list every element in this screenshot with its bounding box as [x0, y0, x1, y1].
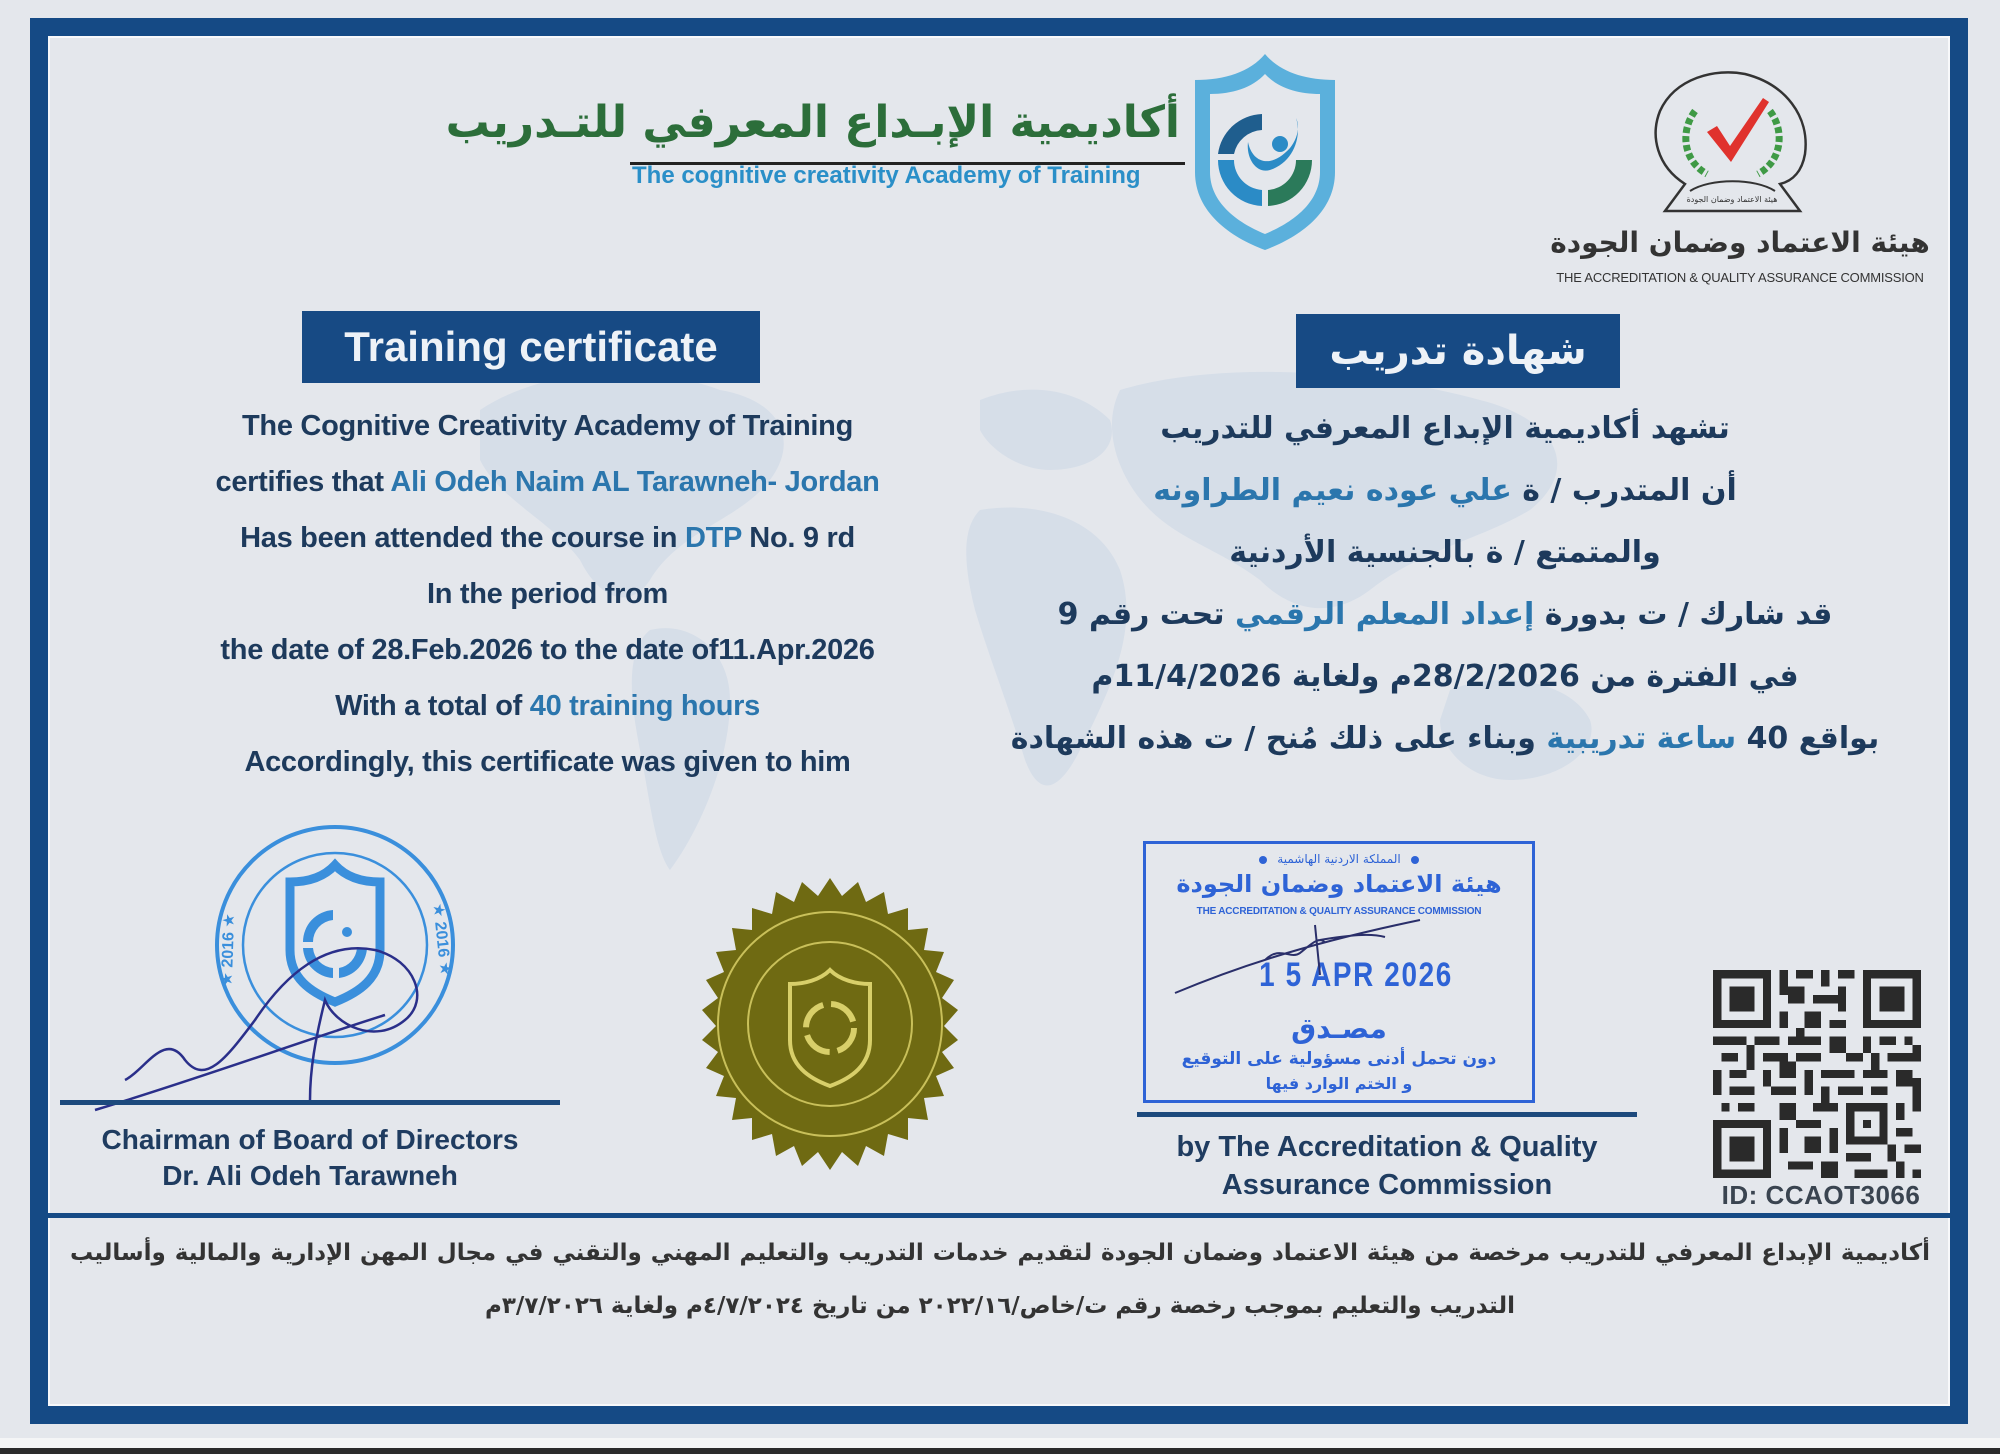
accreditation-commission-logo — [1530, 56, 1950, 296]
commission-signature-icon — [1170, 915, 1430, 995]
scan-bottom-edge — [0, 1448, 2000, 1454]
commission-signature-line — [1137, 1112, 1637, 1117]
stamp-dot-icon — [1411, 856, 1419, 864]
trainee-name-arabic: علي عوده نعيم الطراونه — [1153, 473, 1512, 508]
en-line-dates: the date of 28.Feb.2026 to the date of11.Apr.2026 — [220, 634, 875, 666]
checkmark-wreath-emblem-icon — [1645, 66, 1820, 226]
chairman-signature-icon — [85, 920, 505, 1120]
commission-name-arabic: هيئة الاعتماد وضمان الجودة — [1550, 226, 1930, 259]
certificate-body-english — [145, 398, 950, 790]
academy-name-english: The cognitive creativity Academy of Training — [632, 162, 1141, 189]
title-arabic: شهادة تدريب — [1296, 314, 1620, 388]
stamp-dot-icon — [1259, 856, 1267, 864]
chairman-signature-line — [60, 1100, 560, 1105]
stamp-kingdom-text: المملكة الاردنية الهاشمية — [1277, 852, 1401, 866]
course-name-arabic: إعداد المعلم الرقمي — [1234, 597, 1535, 632]
en-line-certifies: certifies that Ali Odeh Naim AL Tarawneh- Jordan — [215, 466, 880, 498]
chairman-caption — [55, 1122, 565, 1194]
ar-line-dates: في الفترة من 28/2/2026م ولغاية 11/4/2026م — [1091, 659, 1799, 694]
stamp-certified-label: مصـدق — [1291, 1012, 1387, 1045]
en-line-awarded: Accordingly, this certificate was given to him — [244, 746, 851, 778]
ar-line-nationality: والمتمتع / ة بالجنسية الأردنية — [1229, 535, 1661, 570]
chairman-signature-block — [55, 800, 575, 1200]
certificate-body-arabic — [990, 398, 1900, 770]
training-hours-arabic: ساعة تدريبية — [1546, 721, 1737, 756]
gold-seal-icon — [680, 870, 980, 1170]
chairman-name: Dr. Ali Odeh Tarawneh — [162, 1160, 458, 1191]
stamp-commission-arabic: هيئة الاعتماد وضمان الجودة — [1176, 870, 1502, 898]
shield-logo-icon — [1190, 52, 1340, 252]
license-footer-line2: التدريب والتعليم بموجب رخصة رقم ت/خاص/٢٠٢٢/١٦ من تاريخ ٤/٧/٢٠٢٤م ولغاية ٣/٧/٢٠٢٦م — [485, 1293, 1515, 1319]
ar-line-academy: تشهد أكاديمية الإبداع المعرفي للتدريب — [1160, 411, 1730, 446]
stamp-disclaimer-line2: و الختم الوارد فيها — [1265, 1074, 1413, 1093]
commission-caption — [1137, 1128, 1637, 1204]
academy-logo — [445, 52, 1340, 257]
commission-caption-line2: Assurance Commission — [1221, 1169, 1553, 1201]
en-line-hours: With a total of 40 training hours — [335, 690, 760, 722]
en-line-period: In the period from — [426, 578, 669, 610]
commission-caption-line1: by The Accreditation & Quality — [1176, 1131, 1598, 1163]
title-english: Training certificate — [302, 311, 760, 383]
svg-text:★ 2016 ★: ★ 2016 ★ — [429, 902, 454, 977]
certificate-id: ID: CCAOT3066 — [1721, 1180, 1921, 1210]
en-line-academy: The Cognitive Creativity Academy of Training — [242, 410, 853, 442]
ar-line-course: قد شارك / ت بدورة إعداد المعلم الرقمي تحت رقم 9 — [1057, 597, 1833, 632]
en-line-course: Has been attended the course in DTP No. 9 rd — [240, 522, 855, 554]
qr-code-icon[interactable] — [1712, 970, 1922, 1178]
stamp-date: 1 5 APR 2026 — [1259, 956, 1453, 994]
ar-line-trainee: أن المتدرب / ة علي عوده نعيم الطراونه — [1153, 473, 1737, 508]
training-hours-english: 40 training hours — [529, 690, 760, 722]
ar-line-hours: بواقع 40 ساعة تدريبية وبناء على ذلك مُنح / ت هذه الشهادة — [1010, 721, 1880, 756]
stamp-disclaimer-line1: دون تحمل أدنى مسؤولية على التوقيع — [1181, 1049, 1497, 1069]
commission-name-english: THE ACCREDITATION & QUALITY ASSURANCE COMMISSION — [1556, 270, 1924, 285]
course-name-english: DTP — [684, 522, 742, 554]
stamp-commission-english: THE ACCREDITATION & QUALITY ASSURANCE COMMISSION — [1196, 906, 1482, 917]
svg-text:★ 2016 ★: ★ 2016 ★ — [218, 912, 239, 987]
academy-name-arabic: أكاديمية الإبـداع المعرفي للتـدريب — [445, 97, 1180, 148]
emblem-base-text: هيئة الاعتماد وضمان الجودة — [1686, 195, 1778, 204]
chairman-title: Chairman of Board of Directors — [101, 1124, 519, 1155]
trainee-name-english: Ali Odeh Naim AL Tarawneh- Jordan — [390, 466, 880, 498]
license-footer — [70, 1228, 1930, 1334]
footer-divider — [48, 1213, 1950, 1218]
license-footer-line1: أكاديمية الإبداع المعرفي للتدريب مرخصة من هيئة الاعتماد وضمان الجودة لتقديم خدمات التدريب والتعليم المهني والتقني في مجال المهن الإدارية والمالية وأساليب — [70, 1240, 1930, 1266]
